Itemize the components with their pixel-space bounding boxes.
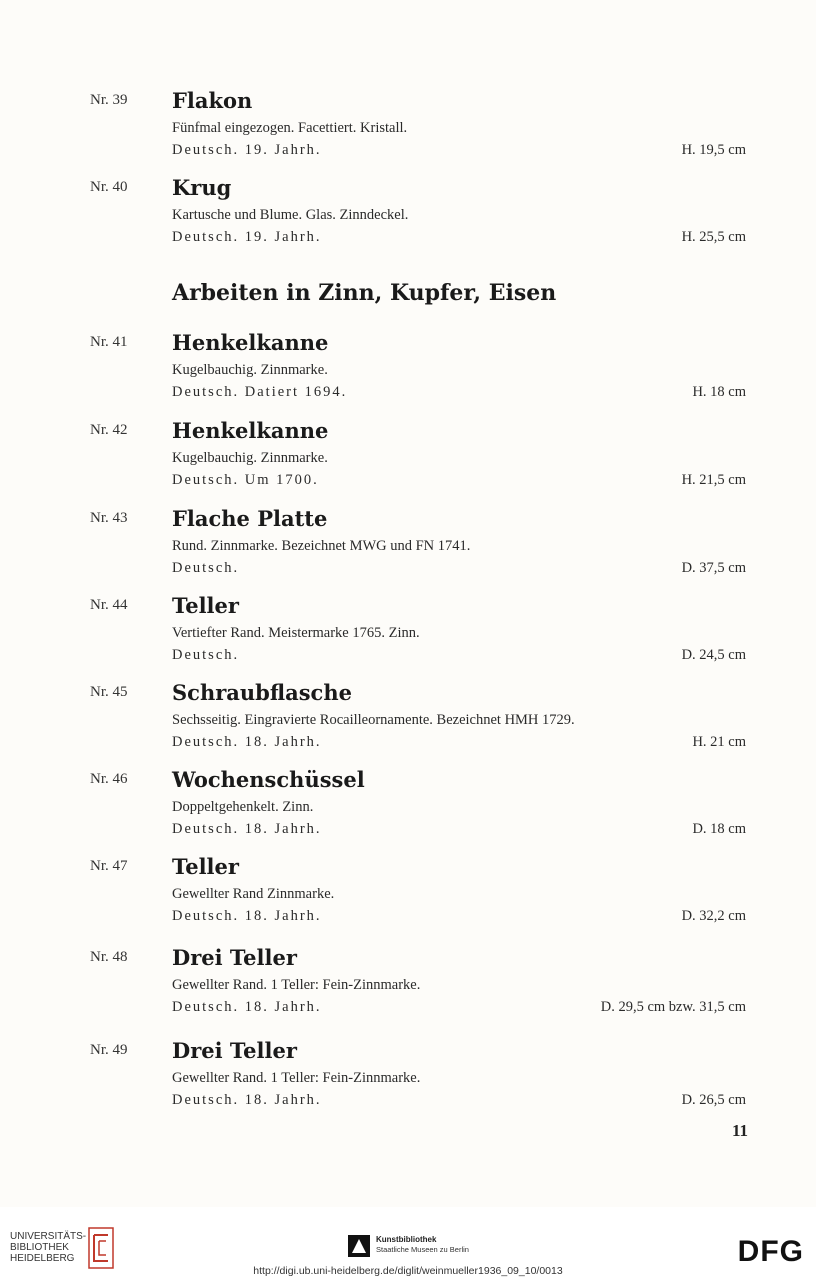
entry-measure: H. 19,5 cm <box>681 142 746 158</box>
library-name: UNIVERSITÄTS- BIBLIOTHEK HEIDELBERG <box>10 1231 87 1264</box>
entry-title: Henkelkanne <box>172 330 329 355</box>
entry-measure: D. 24,5 cm <box>681 647 746 663</box>
entry-description: Kugelbauchig. Zinnmarke. <box>172 362 328 378</box>
entry-number: Nr. 43 <box>90 510 128 526</box>
page-number: 11 <box>731 1121 748 1140</box>
entry-description: Kartusche und Blume. Glas. Zinndeckel. <box>172 207 409 223</box>
entry-origin: Deutsch. 18. Jahrh. <box>172 999 322 1015</box>
kb-subtitle: Staatliche Museen zu Berlin <box>376 1245 469 1254</box>
entry-title: Schraubflasche <box>172 680 352 705</box>
entry-description: Kugelbauchig. Zinnmarke. <box>172 450 328 466</box>
entry-measure: D. 37,5 cm <box>681 560 746 576</box>
entry-title: Krug <box>172 175 232 200</box>
entry-measure: D. 32,2 cm <box>681 908 746 924</box>
entry-number: Nr. 39 <box>90 92 128 108</box>
entry-origin: Deutsch. 18. Jahrh. <box>172 821 322 837</box>
entry-origin: Deutsch. 18. Jahrh. <box>172 1092 322 1108</box>
library-emblem-icon <box>88 1227 114 1269</box>
entry-description: Doppeltgehenkelt. Zinn. <box>172 799 314 815</box>
entry-origin: Deutsch. 19. Jahrh. <box>172 142 322 158</box>
entry-origin: Deutsch. 18. Jahrh. <box>172 734 322 750</box>
entry-description: Gewellter Rand. 1 Teller: Fein-Zinnmarke. <box>172 977 421 993</box>
entry-origin: Deutsch. Datiert 1694. <box>172 384 348 400</box>
section-heading: Arbeiten in Zinn, Kupfer, Eisen <box>172 280 557 306</box>
entry-measure: H. 21,5 cm <box>681 472 746 488</box>
entry-number: Nr. 44 <box>90 597 128 613</box>
entry-number: Nr. 40 <box>90 179 128 195</box>
entry-measure: D. 26,5 cm <box>681 1092 746 1108</box>
entry-description: Rund. Zinnmarke. Bezeichnet MWG und FN 1741. <box>172 538 471 554</box>
entry-title: Drei Teller <box>172 945 297 970</box>
entry-origin: Deutsch. 18. Jahrh. <box>172 908 322 924</box>
entry-title: Drei Teller <box>172 1038 297 1063</box>
entry-measure: H. 18 cm <box>692 384 746 400</box>
entry-origin: Deutsch. Um 1700. <box>172 472 319 488</box>
entry-description: Vertiefter Rand. Meistermarke 1765. Zinn. <box>172 625 420 641</box>
entry-description: Fünfmal eingezogen. Facettiert. Kristall. <box>172 120 408 136</box>
entry-number: Nr. 42 <box>90 422 128 438</box>
entry-title: Wochenschüssel <box>172 767 365 792</box>
entry-measure: H. 21 cm <box>692 734 746 750</box>
entry-number: Nr. 48 <box>90 949 128 965</box>
kb-title: Kunstbibliothek <box>376 1235 437 1244</box>
entry-origin: Deutsch. <box>172 560 240 576</box>
dfg-logo[interactable]: DFG <box>737 1235 804 1268</box>
entry-number: Nr. 46 <box>90 771 128 787</box>
entry-measure: H. 25,5 cm <box>681 229 746 245</box>
entry-number: Nr. 41 <box>90 334 128 350</box>
footer-bar <box>0 1207 816 1281</box>
entry-description: Sechsseitig. Eingravierte Rocailleornamente. Bezeichnet HMH 1729. <box>172 712 575 728</box>
kunstbibliothek-emblem-icon <box>348 1235 370 1257</box>
entry-measure: D. 18 cm <box>692 821 746 837</box>
entry-title: Teller <box>172 593 239 618</box>
entry-description: Gewellter Rand. 1 Teller: Fein-Zinnmarke. <box>172 1070 421 1086</box>
entry-number: Nr. 45 <box>90 684 128 700</box>
entry-title: Flache Platte <box>172 506 328 531</box>
entry-measure: D. 29,5 cm bzw. 31,5 cm <box>600 999 746 1015</box>
entry-title: Teller <box>172 854 239 879</box>
entry-origin: Deutsch. 19. Jahrh. <box>172 229 322 245</box>
source-url-link[interactable]: http://digi.ub.uni-heidelberg.de/diglit/weinmueller1936_09_10/0013 <box>253 1265 563 1277</box>
entry-origin: Deutsch. <box>172 647 240 663</box>
entry-title: Henkelkanne <box>172 418 329 443</box>
entry-number: Nr. 49 <box>90 1042 128 1058</box>
entry-description: Gewellter Rand Zinnmarke. <box>172 886 335 902</box>
entry-title: Flakon <box>172 88 253 113</box>
kunstbibliothek-logo[interactable] <box>348 1235 469 1261</box>
entry-number: Nr. 47 <box>90 858 128 874</box>
